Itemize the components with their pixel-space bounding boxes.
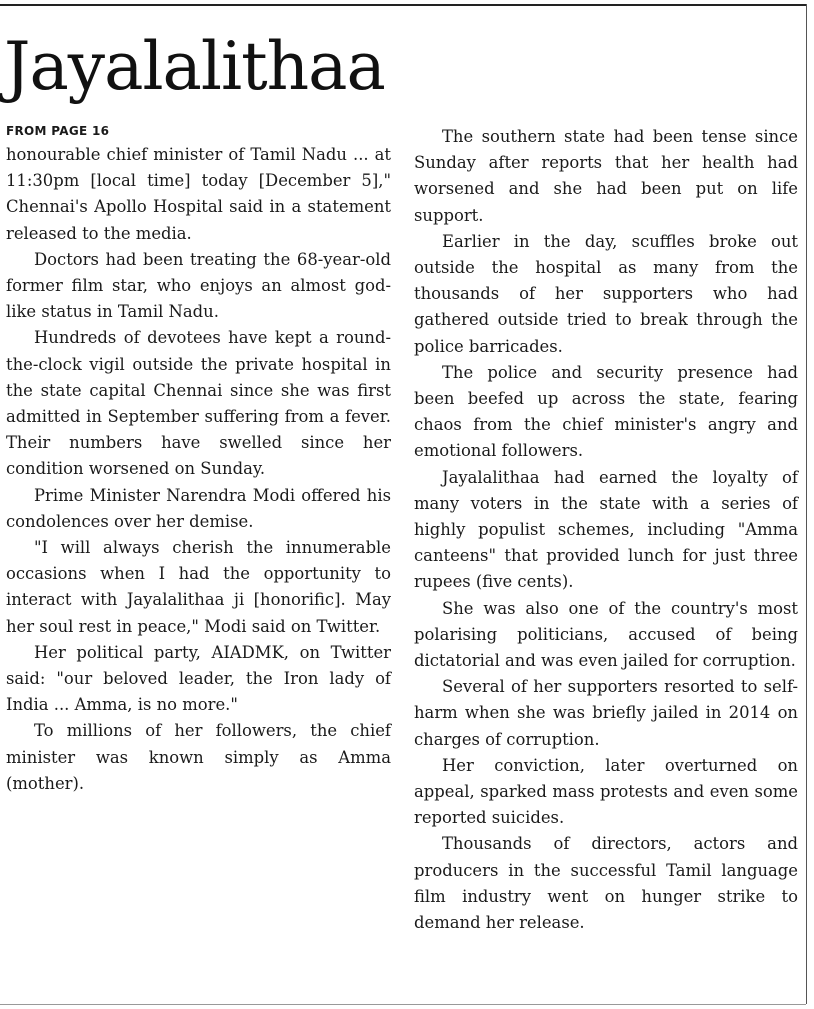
paragraph: To millions of her followers, the chief minister was known simply as Amma (mother).	[6, 721, 391, 793]
paragraph: Her conviction, later overturned on appeal, sparked mass protests and even some reported suicides.	[414, 755, 798, 828]
paragraph: The southern state had been tense since Sunday after reports that her health had worsened and she had been put on life support.	[414, 127, 798, 225]
paragraph: Hundreds of devotees have kept a round-the-clock vigil outside the private hospital in the state capital Chennai since she was first admitted in September suffering from a fever. Their numbers have swelled since her condition worsened on Sunday.	[6, 328, 391, 479]
paragraph: Thousands of directors, actors and producers in the successful Tamil language film industry went on hunger strike to demand her release.	[414, 834, 798, 933]
paragraph: Her political party, AIADMK, on Twitter said: "our beloved leader, the Iron lady of India ... Amma, is no more."	[6, 642, 391, 715]
bottom-rule	[0, 1004, 806, 1005]
paragraph: The police and security presence had been beefed up across the state, fearing chaos from the chief minister's angry and emotional followers.	[414, 362, 798, 461]
paragraph: Several of her supporters resorted to self-harm when she was briefly jailed in 2014 on charges of corruption.	[414, 677, 798, 749]
top-rule	[0, 4, 806, 6]
paragraph: Jayalalithaa had earned the loyalty of many voters in the state with a series of highly populist schemes, including "Amma canteens" that provided lunch for just three rupees (five cents).	[414, 467, 798, 592]
paragraph: honourable chief minister of Tamil Nadu ... at 11:30pm [local time] today [December 5]," Chennai's Apollo Hospital said in a statement released to the media.	[6, 145, 391, 243]
right-column	[414, 124, 798, 936]
paragraph: She was also one of the country's most polarising politicians, accused of being dictatorial and was even jailed for corruption.	[414, 598, 798, 671]
paragraph: Doctors had been treating the 68-year-old former film star, who enjoys an almost god-like status in Tamil Nadu.	[6, 249, 391, 322]
continued-from-slug: FROM PAGE 16	[6, 124, 110, 138]
paragraph: Earlier in the day, scuffles broke out outside the hospital as many from the thousands of her supporters who had gathered outside tried to break through the police barricades.	[414, 231, 798, 356]
paragraph: "I will always cherish the innumerable occasions when I had the opportunity to interact with Jayalalithaa ji [honorific]. May her soul rest in peace," Modi said on Twitter.	[6, 538, 391, 636]
headline: Jayalalithaa	[4, 28, 385, 105]
left-column	[6, 120, 391, 797]
paragraph: Prime Minister Narendra Modi offered his condolences over her demise.	[6, 485, 391, 531]
right-column-rule	[806, 4, 807, 1004]
